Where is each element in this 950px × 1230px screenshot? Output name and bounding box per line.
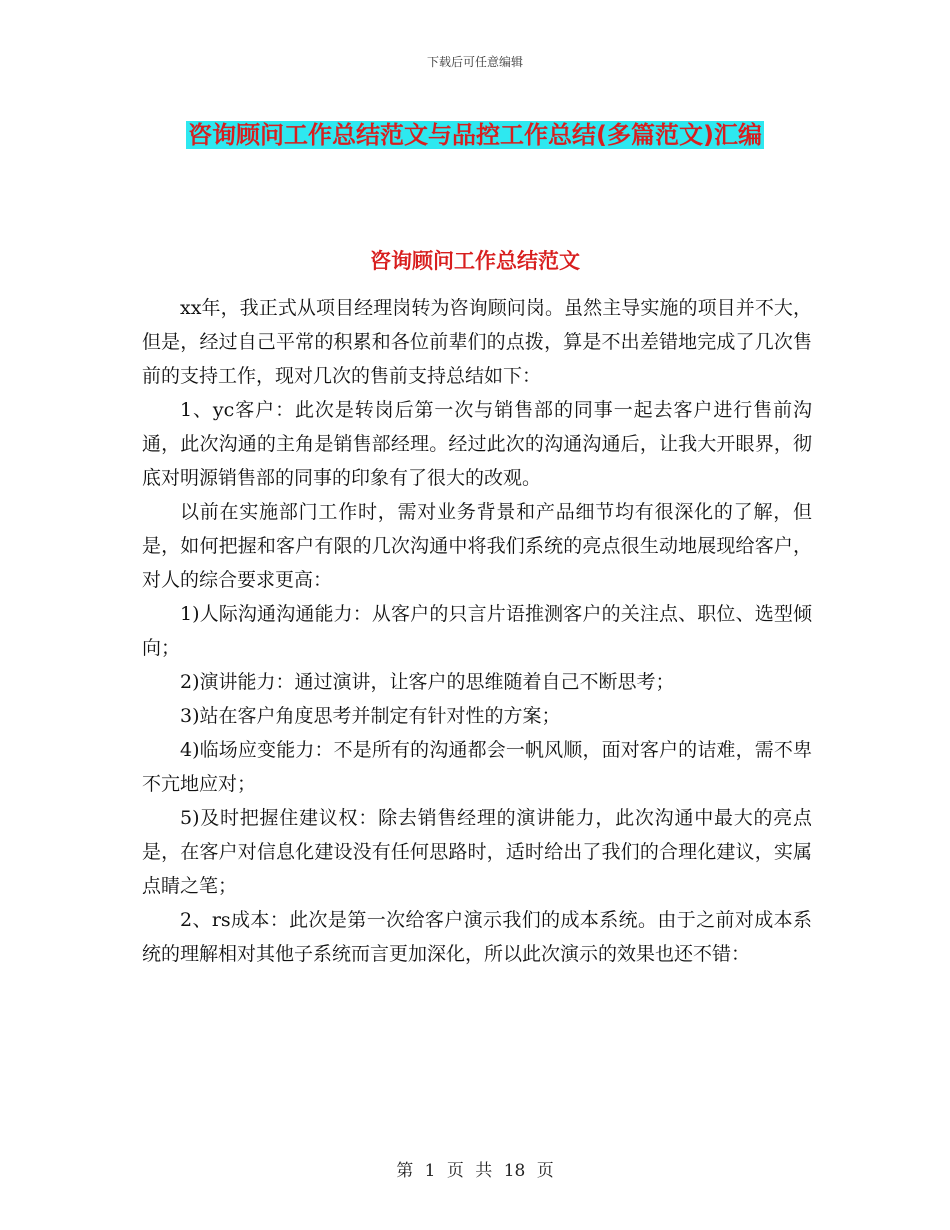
paragraph: xx年，我正式从项目经理岗转为咨询顾问岗。虽然主导实施的项目并不大，但是，经过自己平常的积累和各位前辈们的点拨，算是不出差错地完成了几次售前的支持工作，现对几次的售前支持总结如下： (142, 297, 812, 387)
paragraph: 4)临场应变能力：不是所有的沟通都会一帆风顺，面对客户的诘难，需不卑不亢地应对； (142, 739, 812, 795)
paragraph: 以前在实施部门工作时，需对业务背景和产品细节均有很深化的了解，但是，如何把握和客户有限的几次沟通中将我们系统的亮点很生动地展现给客户，对人的综合要求更高： (142, 501, 812, 591)
paragraph: 2)演讲能力：通过演讲，让客户的思维随着自己不断思考； (180, 671, 675, 693)
page-header-note: 下载后可任意编辑 (426, 55, 523, 69)
paragraph: 2、rs成本：此次是第一次给客户演示我们的成本系统。由于之前对成本系统的理解相对其他子系统而言更加深化，所以此次演示的效果也还不错： (142, 909, 812, 965)
paragraph: 1、yc客户：此次是转岗后第一次与销售部的同事一起去客户进行售前沟通，此次沟通的主角是销售部经理。经过此次的沟通沟通后，让我大开眼界，彻底对明源销售部的同事的印象有了很大的改观。 (142, 399, 812, 489)
paragraph: 5)及时把握住建议权：除去销售经理的演讲能力，此次沟通中最大的亮点是，在客户对信息化建设没有任何思路时，适时给出了我们的合理化建议，实属点睛之笔； (142, 807, 812, 897)
section-title: 咨询顾问工作总结范文 (370, 249, 580, 273)
document-title-text: 咨询顾问工作总结范文与品控工作总结(多篇范文)汇编 (188, 121, 762, 149)
page-footer: 第 1 页 共 18 页 (396, 1161, 554, 1181)
paragraph: 1)人际沟通沟通能力：从客户的只言片语推测客户的关注点、职位、选型倾向； (142, 603, 812, 659)
document-title (140, 113, 810, 157)
paragraph: 3)站在客户角度思考并制定有针对性的方案； (180, 705, 561, 727)
document-body (142, 291, 812, 971)
